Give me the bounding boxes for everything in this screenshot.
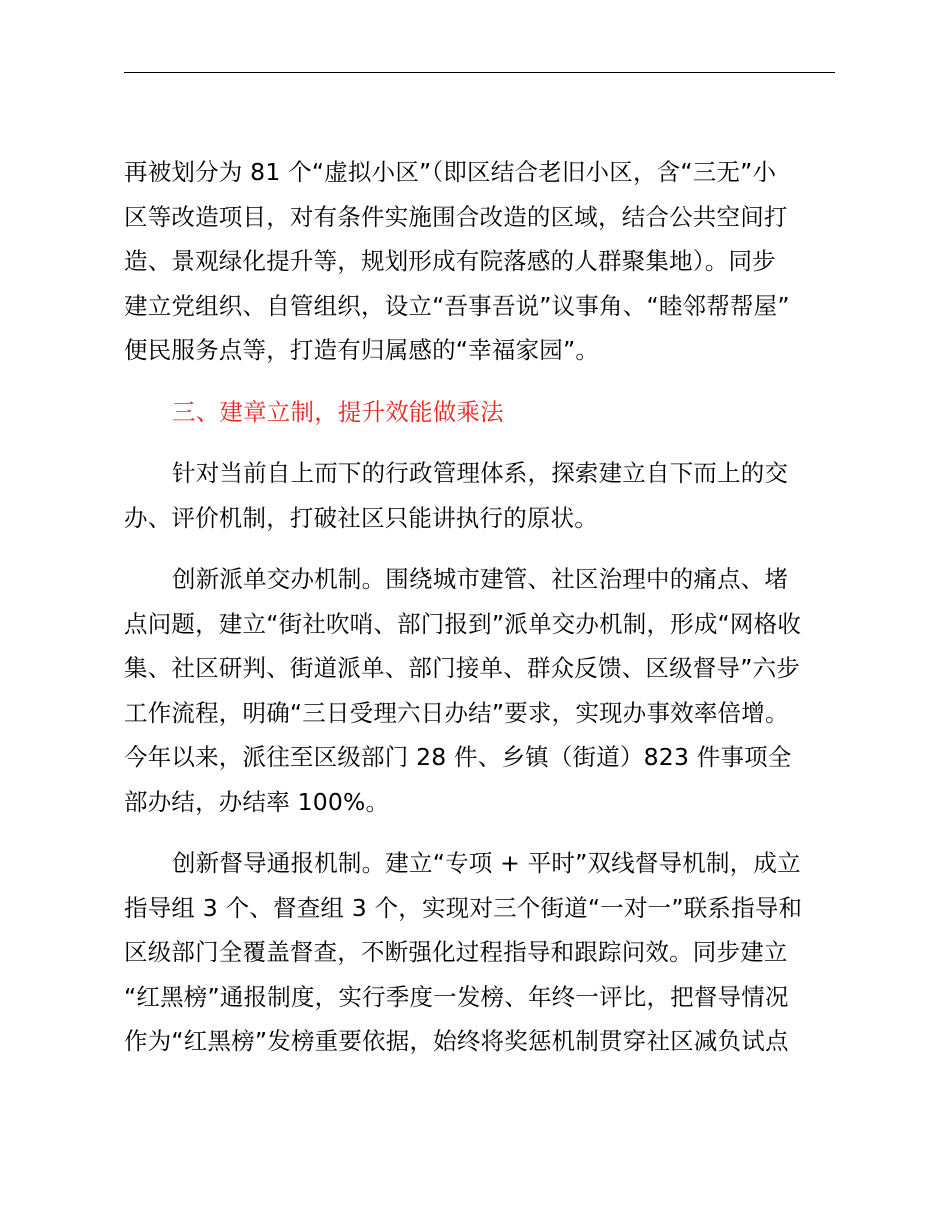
- paragraph-supervision-mechanism: 创新督导通报机制。建立“专项 + 平时”双线督导机制，成立 指导组 3 个、督查组 3 个，实现对三个街道“一对一”联系指导和 区级部门全覆盖督查，不断强化过程指导和跟踪问效。同步建立 “红黑榜”通报制度，实行季度一发榜、年终一评比，把督导情况 作为“红黑榜”发榜重要依据，始终将奖惩机制贯穿社区减负试点: [124, 849, 803, 1055]
- paragraph-intro: 针对当前自上而下的行政管理体系，探索建立自下而上的交 办、评价机制，打破社区只能讲执行的原状。: [124, 459, 789, 532]
- section-heading-3: 三、建章立制，提升效能做乘法: [172, 397, 504, 426]
- document-body: [124, 150, 836, 1064]
- header-rule: [124, 72, 835, 73]
- paragraph-virtual-communities: 再被划分为 81 个“虚拟小区”（即区结合老旧小区，含“三无”小 区等改造项目，对有条件实施围合改造的区域，结合公共空间打 造、景观绿化提升等，规划形成有院落感的人群聚集地）。同步 建立党组织、自管组织，设立“吾事吾说”议事角、“睦邻帮帮屋” 便民服务点等，打造有归属感的“幸福家园”。: [124, 158, 790, 364]
- paragraph-dispatch-mechanism: 创新派单交办机制。围绕城市建管、社区治理中的痛点、堵 点问题，建立“街社吹哨、部门报到”派单交办机制，形成“网格收 集、社区研判、街道派单、部门接单、群众反馈、区级督导”六步 工作流程，明确“三日受理六日办结”要求，实现办事效率倍增。 今年以来，派往至区级部门 28 件、乡镇（街道）823 件事项全 部办结，办结率 100%。: [124, 565, 802, 816]
